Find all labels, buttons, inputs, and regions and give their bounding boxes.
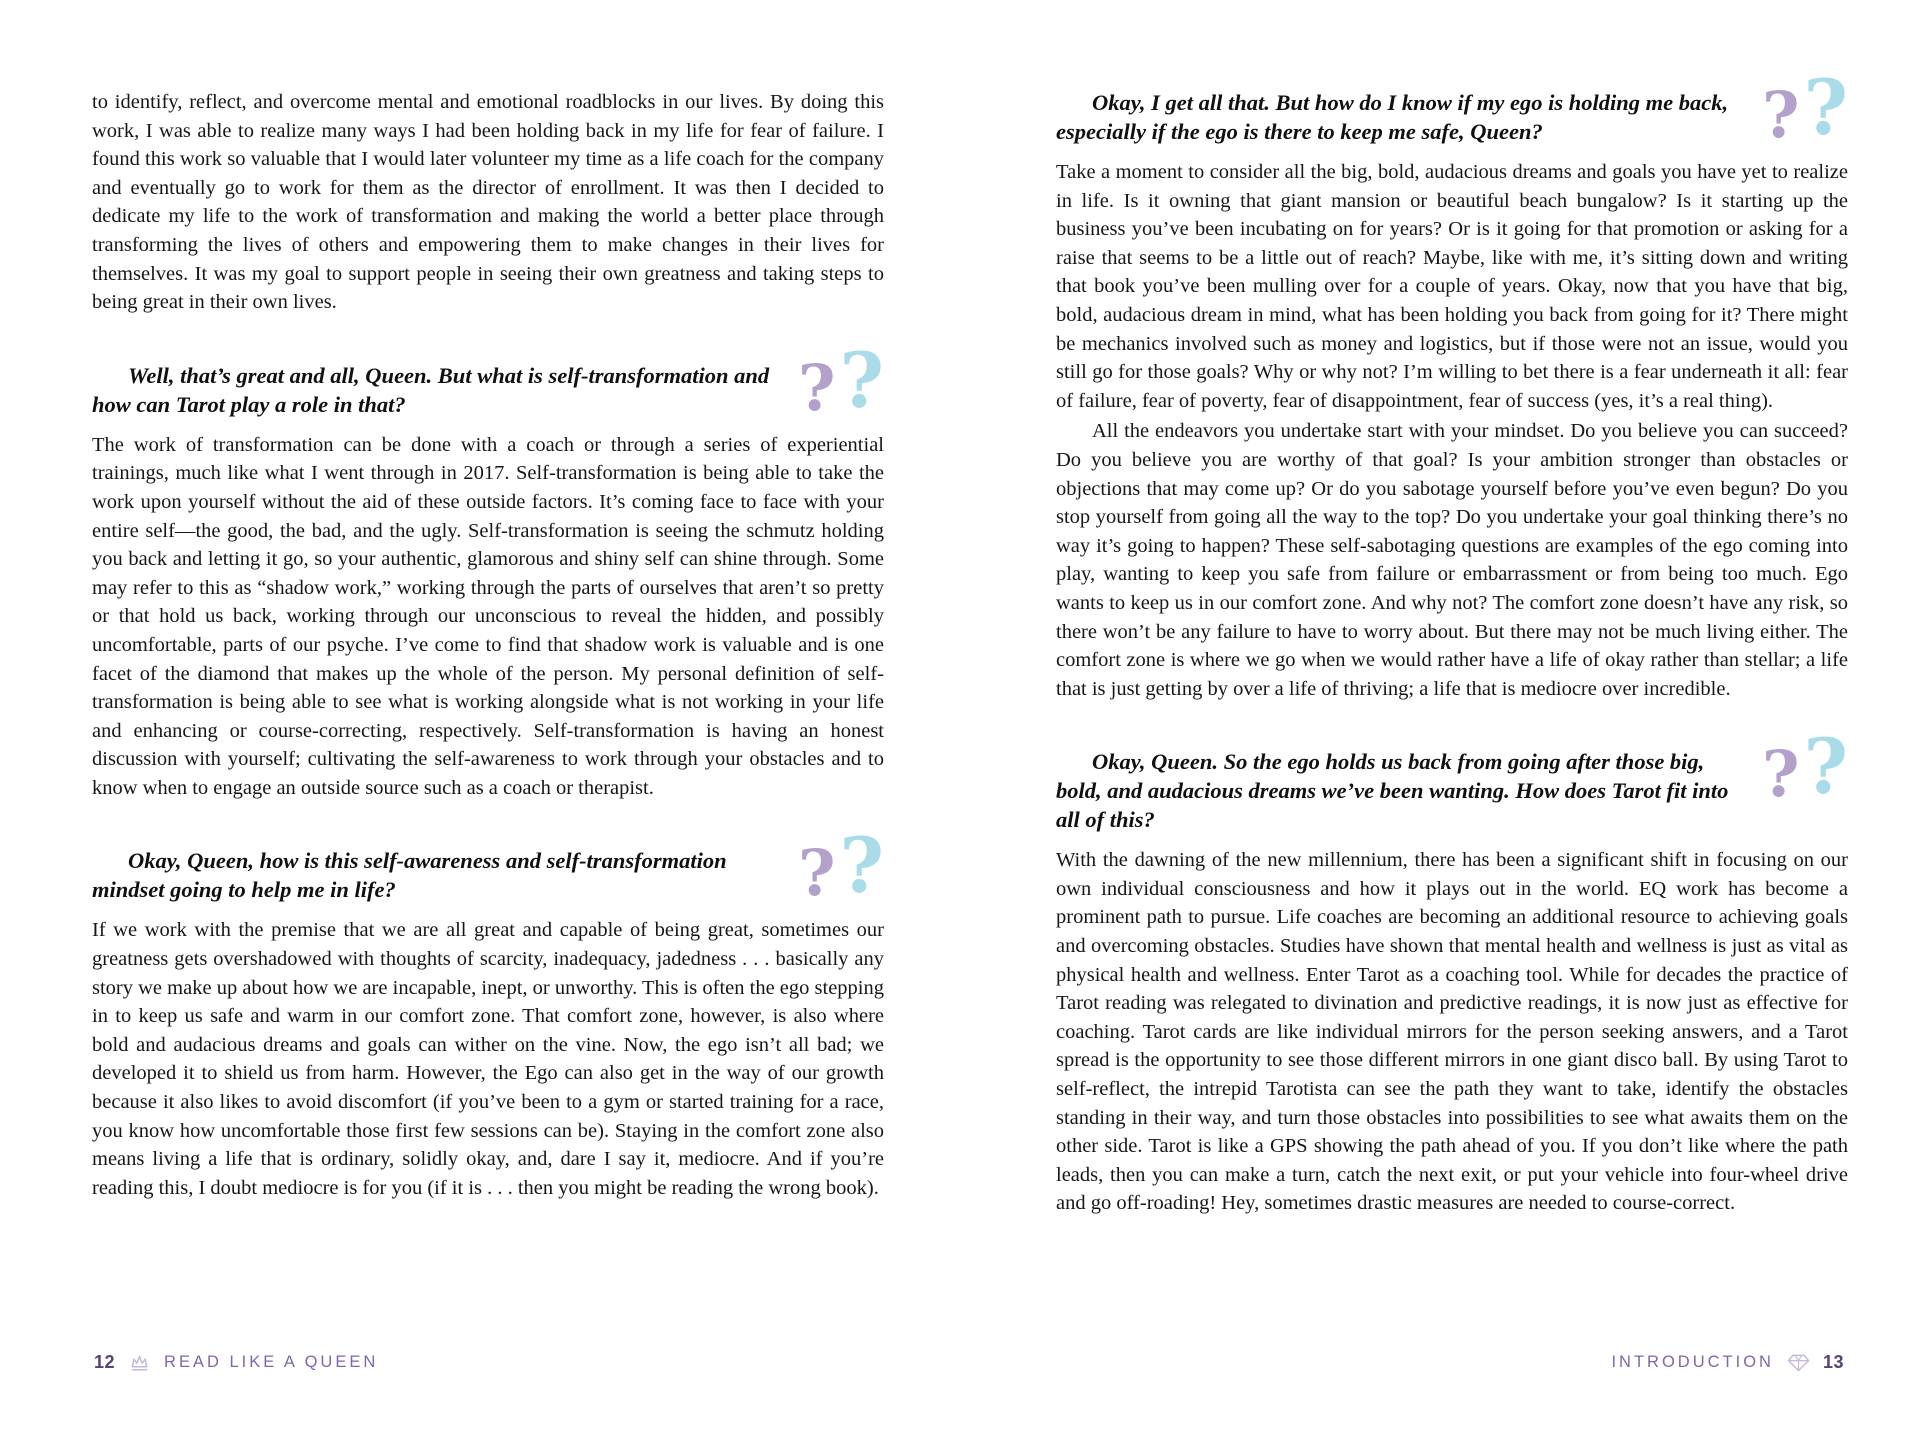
question-mark-purple-icon: ? bbox=[1762, 78, 1800, 153]
question-mark-blue-icon: ? bbox=[1803, 63, 1848, 152]
right-running-title: INTRODUCTION bbox=[1611, 1353, 1774, 1371]
question-marks-icon bbox=[796, 821, 884, 912]
question-mark-purple-icon: ? bbox=[798, 350, 836, 426]
left-section-2-heading: Okay, Queen, how is this self-awareness and self-transformation mindset going to help me in life? bbox=[92, 848, 727, 903]
right-section-2-paragraph: With the dawning of the new millennium, there has been a significant shift in focusing on our own individual consciousness and how it plays out in the world. EQ work has become a prominent path to pursue. Life coaches are becoming an additional resource to achieving goals and overcoming obstacles. Studies have shown that mental health and wellness is just as vital as physical health and wellness. Enter Tarot as a coaching tool. While for decades the practice of Tarot reading was relegated to divination and predictive readings, it is now just as effective for coaching. Tarot cards are like individual mirrors for the person seeking answers, and a Tarot spread is the opportunity to see those different mirrors in one giant disco ball. By using Tarot to self-reflect, the intrepid Tarotista can see the path they want to take, identify the obstacles standing in their way, and turn those obstacles into possibilities to see what awaits them on the other side. Tarot is like a GPS showing the path ahead of you. If you don’t like where the path leads, then you can make a turn, catch the next exit, or put your vehicle into four-wheel drive and go off-roading! Hey, sometimes drastic measures are needed to course-correct. bbox=[1056, 849, 1848, 1215]
left-intro-paragraph: to identify, reflect, and overcome mental and emotional roadblocks in our lives. By doing this work, I was able to realize many ways I had been holding back in my life for fear of failure. I found this work so valuable that I would later volunteer my time as a life coach for the company and eventually go to work for them as the director of enrollment. It was then I decided to dedicate my life to the work of transformation and making the world a better place through transforming the lives of others and empowering them to make changes in their lives for themselves. It was my goal to support people in seeing their own greatness and taking steps to being great in their own lives. bbox=[92, 91, 884, 314]
gem-icon bbox=[1787, 1353, 1810, 1373]
question-mark-purple-icon: ? bbox=[1762, 737, 1800, 813]
crown-icon bbox=[128, 1352, 151, 1373]
right-section-2-heading: Okay, Queen. So the ego holds us back from going after those big, bold, and audacious dreams we’ve been wanting. How does Tarot fit into all of this? bbox=[1056, 749, 1729, 833]
question-mark-purple-icon: ? bbox=[798, 836, 836, 912]
right-page bbox=[1056, 63, 1848, 1220]
question-mark-blue-icon: ? bbox=[1803, 722, 1848, 812]
right-section-2-header bbox=[1056, 722, 1848, 834]
left-running-title: READ LIKE A QUEEN bbox=[164, 1353, 379, 1371]
right-section-1-paragraph-2: All the endeavors you undertake start with your mindset. Do you believe you can succeed? Do you believe you are worthy of that goal? Is your ambition stronger than obstacles or objections that may come up? Or do you sabotage yourself before you’ve even begun? Do you stop yourself from going all the way to the top? Do you undertake your goal thinking there’s no way it’s going to happen? These self-sabotaging questions are examples of the ego coming into play, wanting to keep you safe from failure or embarrassment or from being too much. Ego wants to keep us in our comfort zone. And why not? The comfort zone doesn’t have any risk, so there won’t be any failure to have to worry about. But there may not be much living either. The comfort zone is where we go when we would rather have a life of okay rather than stellar; a life that is just getting by over a life of thriving; a life that is mediocre over incredible. bbox=[1056, 420, 1848, 700]
question-marks-icon bbox=[1760, 722, 1848, 813]
right-page-footer bbox=[1611, 1352, 1844, 1373]
question-marks-icon bbox=[796, 335, 884, 426]
left-section-1-header bbox=[92, 335, 884, 426]
question-marks-icon bbox=[1760, 63, 1848, 153]
right-page-number: 13 bbox=[1822, 1352, 1844, 1372]
right-section-1-paragraph-1: Take a moment to consider all the big, bold, audacious dreams and goals you have yet to realize in life. Is it owning that giant mansion or beautiful beach bungalow? Is it starting up the business you’ve been incubating on for years? Or is it going for that promotion or asking for a raise that seems to be a little out of reach? Maybe, like with me, it’s sitting down and writing that book you’ve been mulling over for a couple of years. Okay, now that you have that big, bold, audacious dream in mind, what has been holding you back from going for it? There might be mechanics involved such as money and logistics, but if those were not an issue, would you still go for those goals? Why or why not? I’m willing to bet there is a fear underneath it all: fear of failure, fear of poverty, fear of disappointment, fear of success (yes, it’s a real thing). bbox=[1056, 161, 1848, 412]
left-page bbox=[92, 88, 884, 1204]
left-page-number: 12 bbox=[94, 1352, 116, 1372]
left-page-footer bbox=[94, 1352, 378, 1373]
question-mark-blue-icon: ? bbox=[839, 821, 884, 911]
left-section-2-header bbox=[92, 821, 884, 912]
left-section-1-heading: Well, that’s great and all, Queen. But what is self-transformation and how can Tarot play a role in that? bbox=[92, 362, 770, 417]
right-section-1-heading: Okay, I get all that. But how do I know if my ego is holding me back, especially if the ego is there to keep me safe, Queen? bbox=[1056, 90, 1729, 144]
left-section-1-paragraph: The work of transformation can be done with a coach or through a series of experiential trainings, much like what I went through in 2017. Self-transformation is being able to take the work upon yourself without the aid of these outside factors. It’s coming face to face with your entire self—the good, the bad, and the ugly. Self-transformation is seeing the schmutz holding you back and letting it go, so your authentic, glamorous and shiny self can shine through. Some may refer to this as “shadow work,” working through the parts of ourselves that aren’t so pretty or that hold us back, working through our unconscious to reveal the hidden, and possibly uncomfortable, parts of our psyche. I’ve come to find that shadow work is valuable and is one facet of the diamond that makes up the whole of the person. My personal definition of self-transformation is being able to see what is working alongside what is not working in your life and enhancing or course-correcting, respectively. Self-transformation is having an honest discussion with yourself; cultivating the self-awareness to work through your obstacles and to know when to engage an outside source such as a coach or therapist. bbox=[92, 433, 884, 799]
question-mark-blue-icon: ? bbox=[839, 335, 884, 425]
left-section-2-paragraph: If we work with the premise that we are all great and capable of being great, sometimes our greatness gets overshadowed with thoughts of scarcity, inadequacy, jadedness . . . basically any story we make up about how we are incapable, inept, or unworthy. This is often the ego stepping in to keep us safe and warm in our comfort zone. That comfort zone, however, is also where bold and audacious dreams and goals can wither on the vine. Now, the ego isn’t all bad; we developed it to shield us from harm. However, the Ego can also get in the way of our growth because it also likes to avoid discomfort (if you’ve been to a gym or started training for a race, you know how uncomfortable those first few sessions can be). Staying in the comfort zone also means living a life that is ordinary, solidly okay, and, dare I say it, mediocre. And if you’re reading this, I doubt mediocre is for you (if it is . . . then you might be reading the wrong book). bbox=[92, 919, 884, 1199]
right-section-1-header bbox=[1056, 63, 1848, 153]
